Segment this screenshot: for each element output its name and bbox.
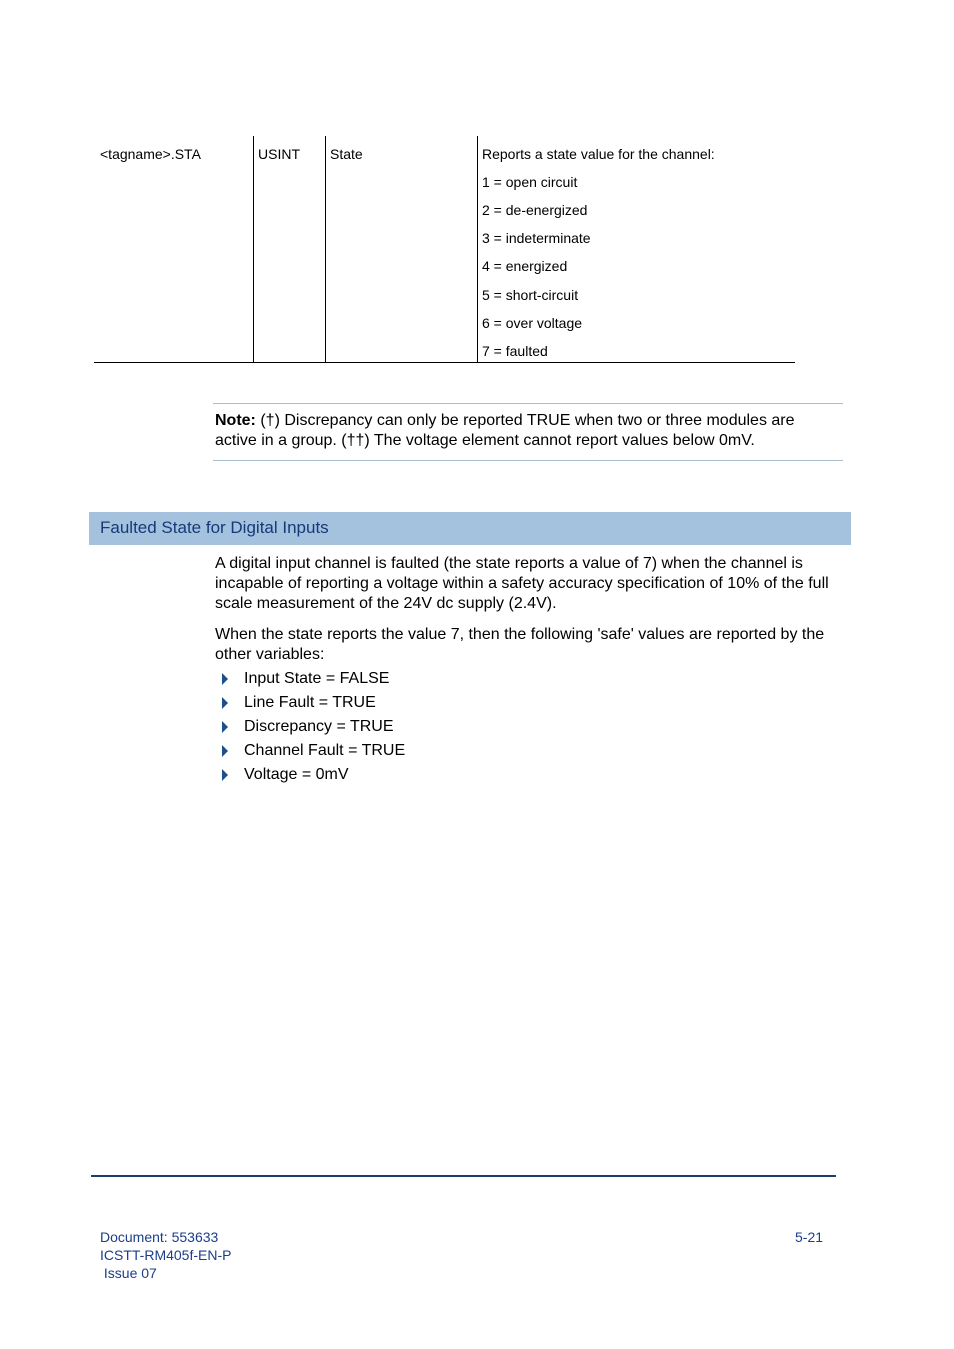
footer-document-code: ICSTT-RM405f-EN-P [100, 1247, 232, 1263]
paragraph: When the state reports the value 7, then the following 'safe' values are reported by the other variables: [215, 626, 825, 663]
table-cell-description-line: 5 = short-circuit [482, 287, 579, 303]
table-cell-type: USINT [258, 146, 300, 162]
section-heading [89, 512, 851, 545]
paragraph: A digital input channel is faulted (the state reports a value of 7) when the channel is incapable of reporting a voltage within a safety accuracy specification of 10% of the full scale measurement of the 24V dc supply (2.4V). [215, 555, 829, 612]
table-divider [477, 136, 478, 362]
table-cell-description-line: 2 = de-energized [482, 202, 588, 218]
note-label: Note: [215, 412, 256, 429]
footer-document-number: Document: 553633 [100, 1229, 219, 1245]
table-cell-tag: <tagname>.STA [100, 146, 201, 162]
footer-rule [91, 1175, 836, 1177]
table-divider [253, 136, 254, 362]
table-cell-description-line: 4 = energized [482, 258, 568, 274]
bullet-triangle-icon [222, 721, 228, 733]
footer-issue: Issue 07 [100, 1265, 157, 1281]
table-cell-description-line: 7 = faulted [482, 343, 548, 359]
parameter-table [94, 136, 795, 363]
note-body: (†) Discrepancy can only be reported TRUE when two or three modules are active in a group. (††) The voltage element cannot report values below 0mV. [215, 412, 795, 449]
table-cell-description-line: Reports a state value for the channel: [482, 146, 715, 162]
table-cell-description-line: 3 = indeterminate [482, 230, 591, 246]
footer-page-number: 5-21 [795, 1229, 824, 1245]
section-heading-text: Faulted State for Digital Inputs [100, 518, 329, 537]
bullet-triangle-icon [222, 769, 228, 781]
table-cell-name: State [330, 146, 363, 162]
bullet-triangle-icon [222, 745, 228, 757]
bullet-triangle-icon [222, 697, 228, 709]
note-text [215, 411, 835, 451]
table-cell-description-line: 6 = over voltage [482, 315, 583, 331]
footer-document-info [100, 1228, 231, 1282]
table-cell-description-line: 1 = open circuit [482, 174, 578, 190]
table-divider [325, 136, 326, 362]
bullet-triangle-icon [222, 673, 228, 685]
note-box [213, 403, 843, 461]
